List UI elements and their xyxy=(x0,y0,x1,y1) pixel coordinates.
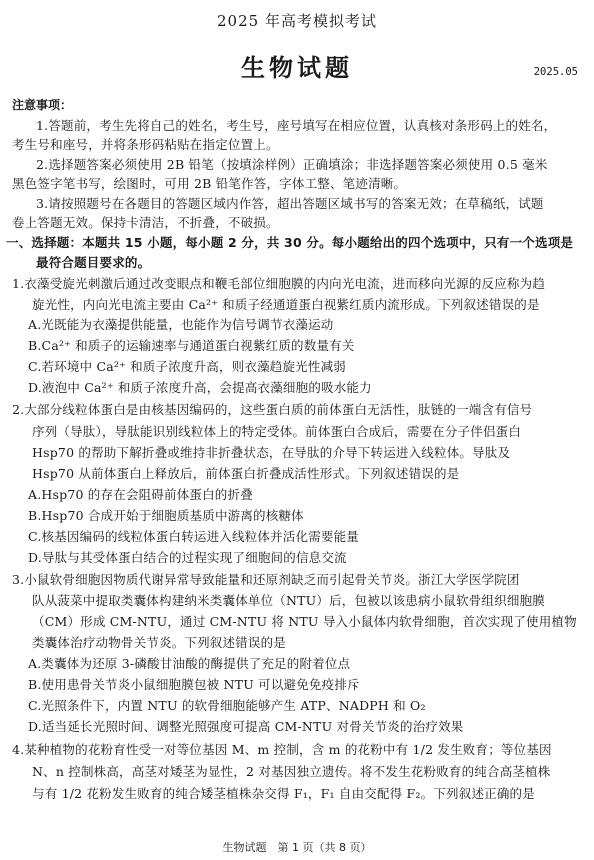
question-1-option-b: B.Ca²⁺ 和质子的运输速率与通道蛋白视紫红质的数量有关 xyxy=(28,338,355,353)
question-2-option-c: C.核基因编码的线粒体蛋白转运进入线粒体并活化需要能量 xyxy=(28,529,359,544)
question-1-stem: 1.衣藻受旋光刺激后通过改变眼点和鞭毛部位细胞膜的内向光电流，进而移向光源的反应称为趋 xyxy=(12,276,546,291)
page-footer: 生物试题 第 1 页（共 8 页） xyxy=(222,841,372,854)
question-3-stem: 队从菠菜中提取类囊体构建纳米类囊体单位（NTU）后，包被以该患病小鼠软骨组织细胞膜 xyxy=(32,593,546,608)
question-3-stem: 3.小鼠软骨细胞因物质代谢异常导致能量和还原剂缺乏而引起骨关节炎。浙江大学医学院团 xyxy=(12,572,520,587)
notice-line: 3.请按照题号在各题目的答题区域内作答，超出答题区域书写的答案无效；在草稿纸，试题 xyxy=(36,196,544,211)
section-heading: 一、选择题：本题共 15 小题，每小题 2 分，共 30 分。每小题给出的四个选项中，只有一个选项是 xyxy=(6,235,574,250)
question-3-stem: （CM）形成 CM-NTU，通过 CM-NTU 将 NTU 导入小鼠体内软骨细胞，首次实现了使用植物 xyxy=(32,614,577,629)
question-2-option-a: A.Hsp70 的存在会阻碍前体蛋白的折叠 xyxy=(28,487,253,502)
subject-title: 生物试题 xyxy=(241,54,353,82)
question-4-stem: 4.某种植物的花粉育性受一对等位基因 M、m 控制，含 m 的花粉中有 1/2 发生败育；等位基因 xyxy=(12,742,552,757)
question-2-option-b: B.Hsp70 合成开始于细胞质基质中游离的核糖体 xyxy=(28,508,304,523)
question-1-option-a: A.光既能为衣藻提供能量，也能作为信号调节衣藻运动 xyxy=(28,317,334,332)
exam-title: 2025 年高考模拟考试 xyxy=(217,12,377,30)
question-1-option-c: C.若环境中 Ca²⁺ 和质子浓度升高，则衣藻趋旋光性减弱 xyxy=(28,359,346,374)
notice-line: 卷上答题无效。保持卡清洁，不折叠，不破损。 xyxy=(12,215,279,230)
notice-line: 1.答题前，考生先将自己的姓名，考生号，座号填写在相应位置，认真核对条形码上的姓名， xyxy=(36,118,557,133)
question-3-option-d: D.适当延长光照时间、调整光照强度可提高 CM-NTU 对骨关节炎的治疗效果 xyxy=(28,719,464,734)
question-3-option-b: B.使用患骨关节炎小鼠细胞膜包被 NTU 可以避免免疫排斥 xyxy=(28,677,360,692)
question-1-stem: 旋光性，内向光电流主要由 Ca²⁺ 和质子经通道蛋白视紫红质内流形成。下列叙述错误的是 xyxy=(32,297,540,312)
notice-line: 2.选择题答案必须使用 2B 铅笔（按填涂样例）正确填涂；非选择题答案必须使用 0.5 毫米 xyxy=(36,157,548,172)
question-3-stem: 类囊体治疗动物骨关节炎。下列叙述错误的是 xyxy=(32,635,287,650)
question-2-stem: Hsp70 从前体蛋白上释放后，前体蛋白折叠成活性形式。下列叙述错误的是 xyxy=(32,466,460,481)
question-2-stem: Hsp70 的帮助下解折叠或维持非折叠状态，在导肽的介导下转运进入线粒体。导肽及 xyxy=(32,445,511,460)
question-4-stem: 与有 1/2 花粉发生败育的纯合矮茎植株杂交得 F₁，F₁ 自由交配得 F₂。下列叙述正确的是 xyxy=(32,786,535,801)
question-3-option-c: C.光照条件下，内置 NTU 的软骨细胞能够产生 ATP、NADPH 和 O₂ xyxy=(28,698,426,713)
exam-date: 2025.05 xyxy=(533,66,578,78)
question-1-option-d: D.液泡中 Ca²⁺ 和质子浓度升高，会提高衣藻细胞的吸水能力 xyxy=(28,380,372,395)
question-2-stem: 2.大部分线粒体蛋白是由核基因编码的，这些蛋白质的前体蛋白无活性，肽链的一端含有信号 xyxy=(12,402,533,417)
notice-heading: 注意事项： xyxy=(12,98,73,112)
question-3-option-a: A.类囊体为还原 3-磷酸甘油酸的酶提供了充足的附着位点 xyxy=(28,656,351,671)
notice-line: 考生号和座号，并将条形码粘贴在指定位置上。 xyxy=(12,137,279,152)
question-2-option-d: D.导肽与其受体蛋白结合的过程实现了细胞间的信息交流 xyxy=(28,550,347,565)
notice-line: 黑色签字笔书写，绘图时，可用 2B 铅笔作答，字体工整、笔迹清晰。 xyxy=(12,176,407,191)
section-heading-cont: 最符合题目要求的。 xyxy=(36,255,151,270)
question-2-stem: 序列（导肽），导肽能识别线粒体上的特定受体。前体蛋白合成后，需要在分子伴侣蛋白 xyxy=(32,424,522,439)
question-4-stem: N、n 控制株高，高茎对矮茎为显性，2 对基因独立遗传。将不发生花粉败育的纯合高茎植株 xyxy=(32,764,551,779)
